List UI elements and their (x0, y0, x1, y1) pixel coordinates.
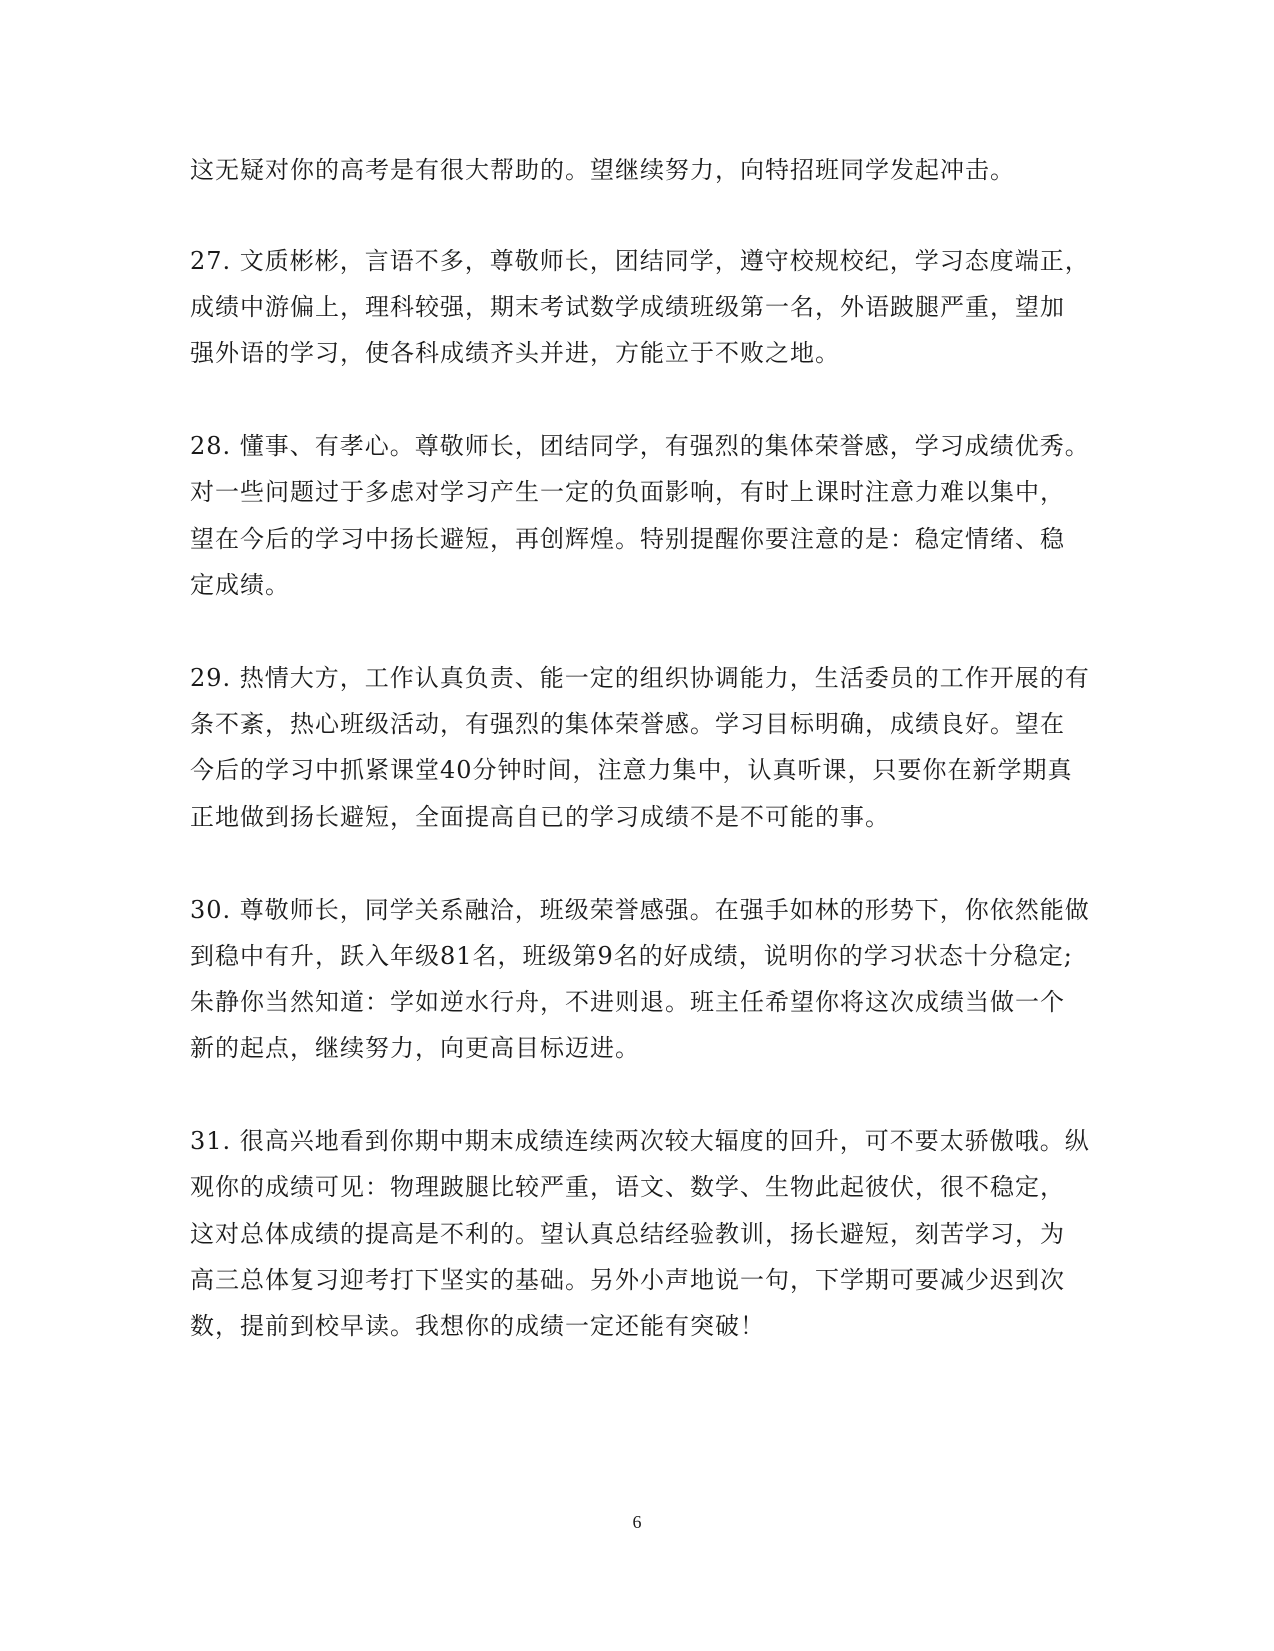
paragraph-line: 朱静你当然知道：学如逆水行舟，不进则退。班主任希望你将这次成绩当做一个 (190, 988, 1065, 1016)
paragraph-line: 定成绩。 (190, 571, 290, 599)
paragraph-line: 28. 懂事、有孝心。尊敬师长，团结同学，有强烈的集体荣誉感，学习成绩优秀。 (190, 432, 1090, 460)
paragraph-line: 成绩中游偏上，理科较强，期末考试数学成绩班级第一名，外语跛腿严重，望加 (190, 293, 1065, 321)
paragraph-line: 正地做到扬长避短，全面提高自已的学习成绩不是不可能的事。 (190, 803, 890, 831)
paragraph-line: 对一些问题过于多虑对学习产生一定的负面影响，有时上课时注意力难以集中， (190, 478, 1065, 506)
paragraph-line: 31. 很高兴地看到你期中期末成绩连续两次较大辐度的回升，可不要太骄傲哦。纵 (190, 1127, 1090, 1155)
paragraph-line: 观你的成绩可见：物理跛腿比较严重，语文、数学、生物此起彼伏，很不稳定， (190, 1173, 1065, 1201)
paragraph-line: 27. 文质彬彬，言语不多，尊敬师长，团结同学，遵守校规校纪，学习态度端正， (190, 247, 1090, 275)
paragraph-line: 新的起点，继续努力，向更高目标迈进。 (190, 1034, 640, 1062)
paragraph-line: 数，提前到校早读。我想你的成绩一定还能有突破！ (190, 1312, 765, 1340)
paragraph-line: 今后的学习中抓紧课堂40分钟时间，注意力集中，认真听课，只要你在新学期真 (190, 756, 1073, 784)
paragraph-line: 30. 尊敬师长，同学关系融洽，班级荣誉感强。在强手如林的形势下，你依然能做 (190, 896, 1090, 924)
paragraph-line: 29. 热情大方，工作认真负责、能一定的组织协调能力，生活委员的工作开展的有 (190, 664, 1090, 692)
paragraph-line: 强外语的学习，使各科成绩齐头并进，方能立于不败之地。 (190, 339, 840, 367)
page-number: 6 (632, 1512, 642, 1532)
paragraph-line: 条不紊，热心班级活动，有强烈的集体荣誉感。学习目标明确，成绩良好。望在 (190, 710, 1065, 738)
paragraph-line: 到稳中有升，跃入年级81名，班级第9名的好成绩，说明你的学习状态十分稳定; (190, 942, 1073, 970)
paragraph-line: 高三总体复习迎考打下坚实的基础。另外小声地说一句，下学期可要减少迟到次 (190, 1266, 1065, 1294)
paragraph-line: 望在今后的学习中扬长避短，再创辉煌。特别提醒你要注意的是：稳定情绪、稳 (190, 525, 1065, 553)
continuation-line: 这无疑对你的高考是有很大帮助的。望继续努力，向特招班同学发起冲击。 (190, 156, 1015, 184)
paragraph-line: 这对总体成绩的提高是不利的。望认真总结经验教训，扬长避短，刻苦学习，为 (190, 1220, 1065, 1248)
